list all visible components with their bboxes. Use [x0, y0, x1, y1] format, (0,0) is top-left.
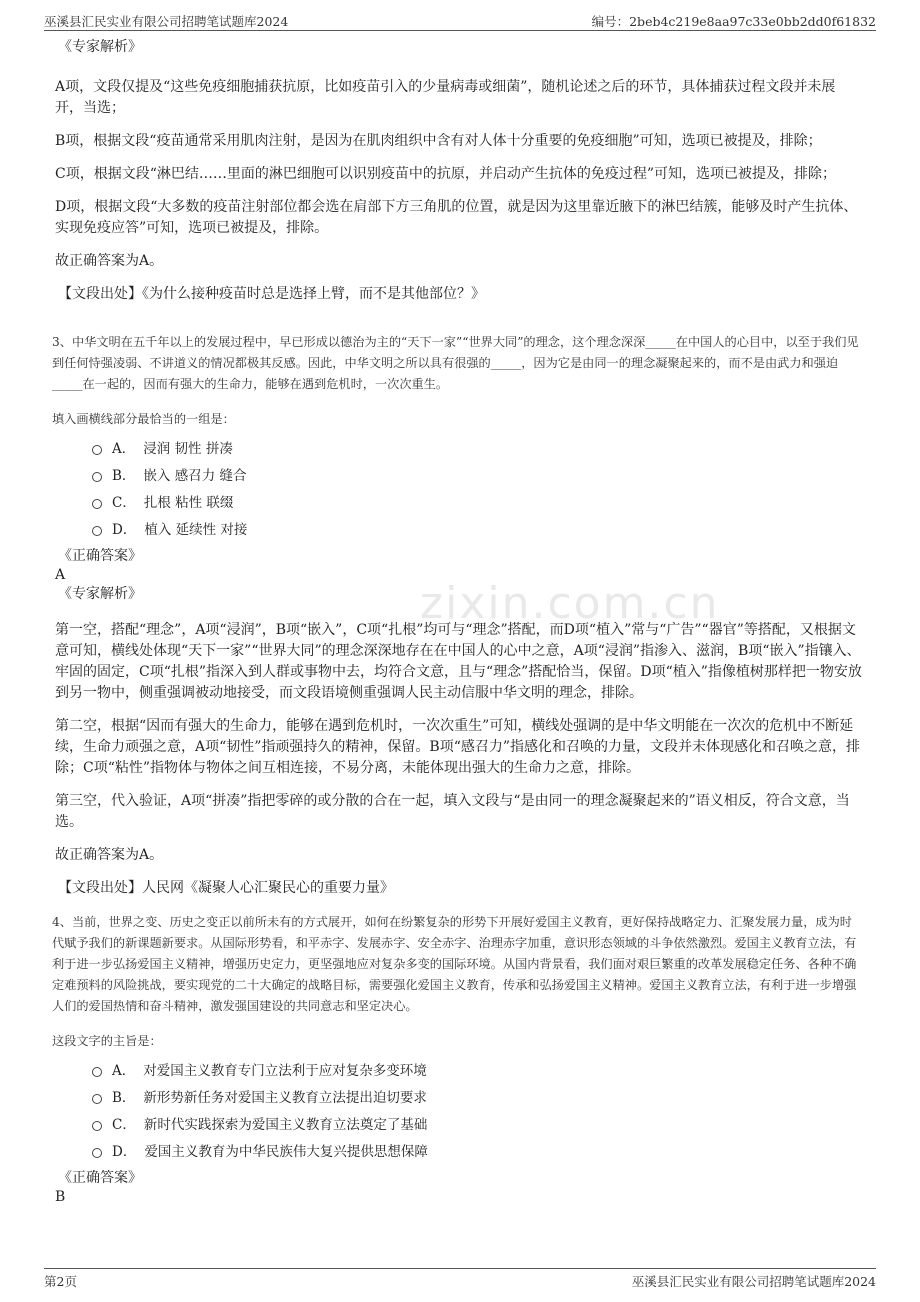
option-b[interactable] [92, 1088, 862, 1115]
radio-icon[interactable] [92, 472, 102, 482]
option-label: D． [112, 522, 137, 538]
question-3-prompt: 填入画横线部分最恰当的一组是： [52, 412, 235, 426]
option-text: 对爱国主义教育专门立法利于应对复杂多变环境 [143, 1063, 427, 1079]
analysis-paragraph: 第三空，代入验证，A项“拼凑”指把零碎的或分散的合在一起，填入文段与“是由同一的理念凝聚起来的”语义相反，符合文意，当选。 [55, 793, 850, 830]
option-label: B． [112, 468, 136, 484]
page-number: 第2页 [44, 1274, 77, 1289]
radio-icon[interactable] [92, 499, 102, 509]
question-4-prompt: 这段文字的主旨是： [52, 1034, 162, 1048]
option-c[interactable] [92, 1115, 862, 1142]
option-c[interactable] [92, 493, 862, 520]
analysis-paragraph: 第二空，根据“因而有强大的生命力，能够在遇到危机时，一次次重生”可知，横线处强调的是中华文明能在一次次的危机中不断延续，生命力顽强之意，A项“韧性”指顽强持久的精神，保留。B项“感召力”指感化和召唤的力量，文段并未体现感化和召唤之意，排除；C项“粘性”指物体与物体之间互相连接，不易分离，未能体现出强大的生命力之意，排除。 [55, 718, 861, 776]
question-4-options [92, 1061, 862, 1169]
analysis-heading: 《专家解析》 [58, 586, 142, 602]
radio-icon[interactable] [92, 445, 102, 455]
radio-icon[interactable] [92, 526, 102, 536]
question-3-stem: 3、中华文明在五千年以上的发展过程中，早已形成以德治为主的“天下一家”“世界大同”的理念，这个理念深深_____在中国人的心目中，以至于我们见到任何恃强凌弱、不讲道义的情况都极其反感。因此，中华文明之所以具有很强的_____，因为它是由同一的理念凝聚起来的，而不是由武力和强迫_____在一起的，因而有强大的生命力，能够在遇到危机时，一次次重生。 [52, 335, 859, 391]
option-label: A． [112, 1063, 136, 1079]
answer-conclusion: 故正确答案为A。 [55, 847, 164, 863]
text-source: 【文段出处】人民网《凝聚人心汇聚民心的重要力量》 [58, 880, 394, 896]
option-text: 浸润 韧性 拼凑 [143, 441, 233, 457]
page-content [52, 38, 862, 1207]
option-text: 扎根 粘性 联缀 [143, 495, 234, 511]
option-d[interactable] [92, 1142, 862, 1169]
option-text: 爱国主义教育为中华民族伟大复兴提供思想保障 [144, 1144, 428, 1160]
analysis-heading: 《专家解析》 [58, 39, 142, 55]
analysis-paragraph: D项，根据文段“大多数的疫苗注射部位都会选在肩部下方三角肌的位置，就是因为这里靠近腋下的淋巴结簇，能够及时产生抗体、实现免疫应答”可知，选项已被提及，排除。 [55, 199, 858, 236]
radio-icon[interactable] [92, 1121, 102, 1131]
radio-icon[interactable] [92, 1148, 102, 1158]
page-footer [44, 1268, 876, 1291]
option-a[interactable] [92, 1061, 862, 1088]
option-text: 植入 延续性 对接 [144, 522, 248, 538]
answer-heading: 《正确答案》 [58, 548, 142, 564]
text-source: 【文段出处】《为什么接种疫苗时总是选择上臂，而不是其他部位？》 [58, 286, 485, 302]
question-3-options [92, 439, 862, 547]
analysis-paragraph: A项，文段仅提及“这些免疫细胞捕获抗原，比如疫苗引入的少量病毒或细菌”，随机论述之后的环节，具体捕获过程文段并未展开，当选； [55, 79, 836, 116]
option-text: 新形势新任务对爱国主义教育立法提出迫切要求 [143, 1090, 427, 1106]
analysis-paragraph: B项，根据文段“疫苗通常采用肌肉注射，是因为在肌肉组织中含有对人体十分重要的免疫细胞”可知，选项已被提及，排除； [55, 133, 822, 149]
answer-conclusion: 故正确答案为A。 [55, 253, 164, 269]
page-header [44, 10, 876, 31]
option-text: 新时代实践探索为爱国主义教育立法奠定了基础 [143, 1117, 428, 1133]
option-label: B． [112, 1090, 136, 1106]
document-id: 编号：2beb4c219e8aa97c33e0bb2dd0f61832 [591, 14, 876, 29]
radio-icon[interactable] [92, 1094, 102, 1104]
option-b[interactable] [92, 466, 862, 493]
analysis-paragraph: 第一空，搭配“理念”，A项“浸润”，B项“嵌入”，C项“扎根”均可与“理念”搭配，而D项“植入”常与“广告”“器官”等搭配，又根据文意可知，横线处体现“天下一家”“世界大同”的理念深深地存在在中国人的心中之意，A项“浸润”指渗入、滋润，B项“嵌入”指镶入、牢固的固定，C项“扎根”指深入到人群或事物中去，均符合文意，且与“理念”搭配恰当，保留。D项“植入”指像植树那样把一物安放到另一物中，侧重强调被动地接受，而文段语境侧重强调人民主动信服中华文明的理念，排除。 [55, 622, 862, 701]
answer-value: A [55, 567, 66, 583]
option-label: D． [112, 1144, 137, 1160]
answer-value: B [55, 1189, 66, 1205]
option-text: 嵌入 感召力 缝合 [143, 468, 247, 484]
analysis-paragraph: C项，根据文段“淋巴结……里面的淋巴细胞可以识别疫苗中的抗原，并启动产生抗体的免疫过程”可知，选项已被提及，排除； [55, 166, 837, 182]
header-title: 巫溪县汇民实业有限公司招聘笔试题库2024 [44, 14, 289, 29]
footer-title: 巫溪县汇民实业有限公司招聘笔试题库2024 [631, 1274, 876, 1289]
option-d[interactable] [92, 520, 862, 547]
option-a[interactable] [92, 439, 862, 466]
answer-heading: 《正确答案》 [58, 1170, 142, 1186]
radio-icon[interactable] [92, 1067, 102, 1077]
option-label: C． [112, 1117, 136, 1133]
watermark: zixin.com.cn [420, 578, 720, 629]
question-4-stem: 4、当前，世界之变、历史之变正以前所未有的方式展开，如何在纷繁复杂的形势下开展好爱国主义教育，更好保持战略定力、汇聚发展力量，成为时代赋予我们的新课题新要求。从国际形势看，和平赤字、发展赤字、安全赤字、治理赤字加重，意识形态领域的斗争依然激烈。爱国主义教育立法，有利于进一步弘扬爱国主义精神，增强历史定力，更坚强地应对复杂多变的国际环境。从国内背景看，我们面对艰巨繁重的改革发展稳定任务、各种不确定难预料的风险挑战，要实现党的二十大确定的战略目标，需要强化爱国主义教育，传承和弘扬爱国主义精神。爱国主义教育立法，有利于进一步增强人们的爱国热情和奋斗精神，激发强国建设的共同意志和坚定决心。 [52, 915, 857, 1013]
option-label: C． [112, 495, 136, 511]
option-label: A． [112, 441, 136, 457]
